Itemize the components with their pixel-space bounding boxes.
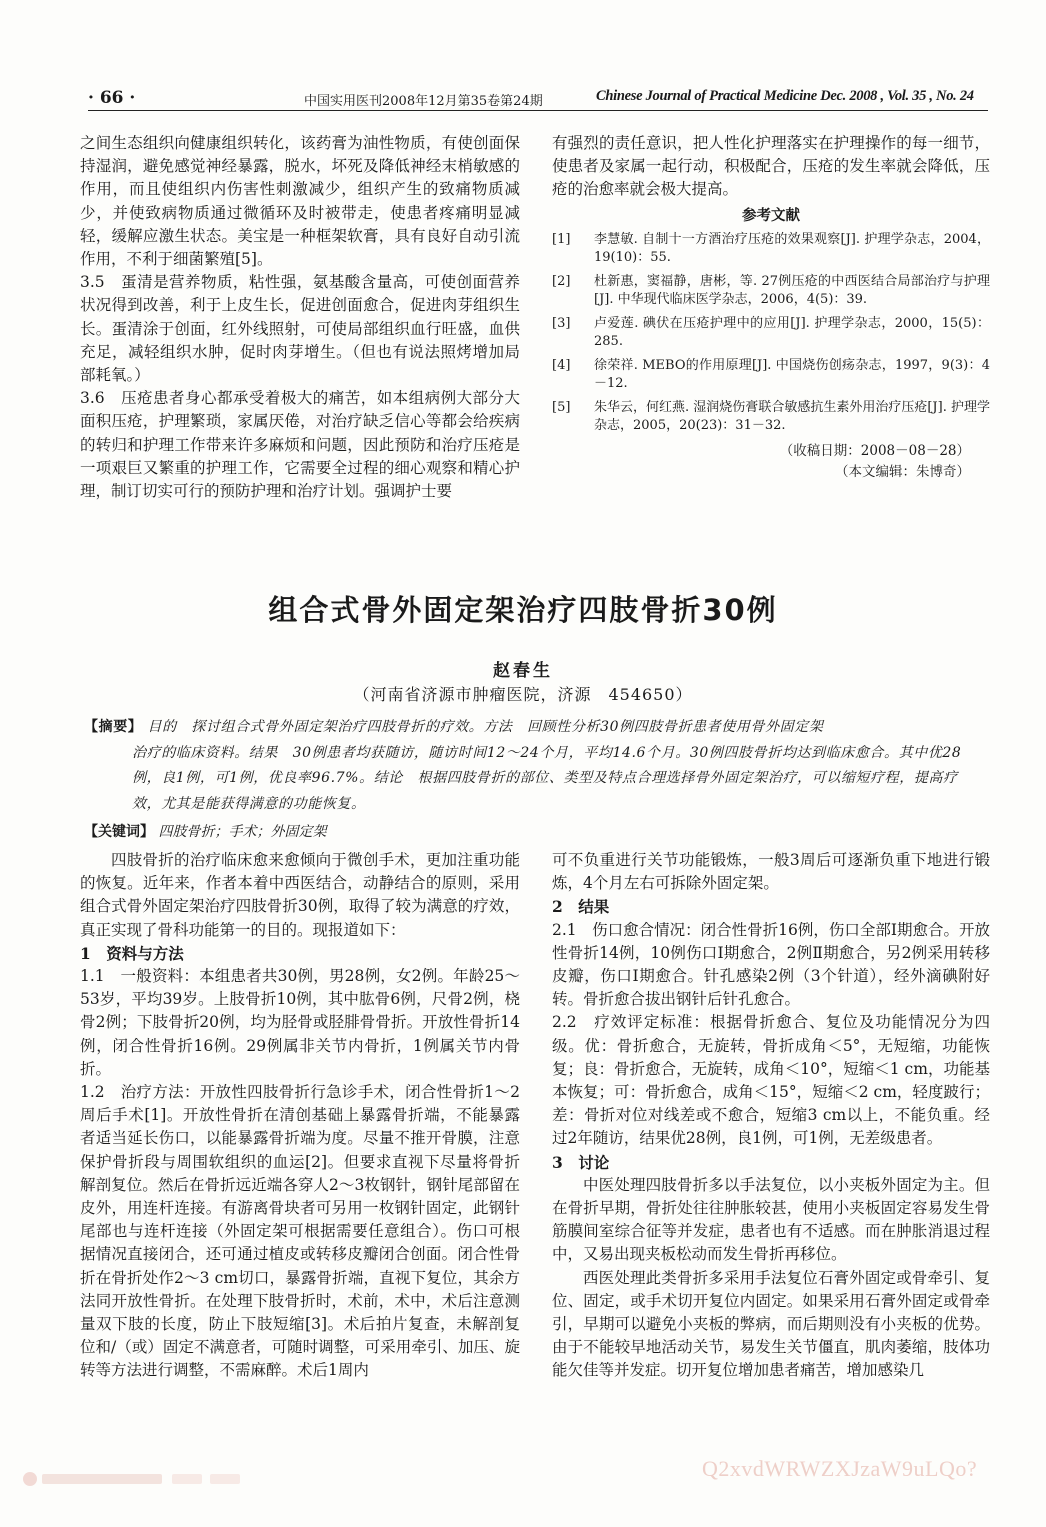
reference-number: [3] (552, 315, 571, 331)
abstract-continuation: 治疗的临床资料。结果 30例患者均获随访，随访时间12～24个月，平均14.6个月。30例四肢骨折均达到临床愈合。其中优28例，良1例，可1例，优良率96.7%。结论 根据四肢骨折的部位、类型及特点合理选择骨外固定架治疗，可以缩短疗程，提高疗效，尤其是能获得满意的功能恢复。 (132, 744, 962, 812)
article-author: 赵春生 (493, 661, 553, 681)
reference-item (552, 399, 990, 436)
reference-number: [5] (552, 399, 571, 415)
reference-text: 杜新惠，窦福静，唐彬，等. 27例压疮的中西医结合局部治疗与护理[J]. 中华现代临床医学杂志，2006，4(5)：39. (594, 273, 990, 308)
section-heading: 3 讨论 (552, 1152, 610, 1172)
reference-text: 卢爱莲. 碘伏在压疮护理中的应用[J]. 护理学杂志，2000，15(5)：285. (594, 315, 990, 350)
keywords (84, 820, 984, 845)
references-heading: 参考文献 (742, 206, 800, 224)
paragraph: 2.1 伤口愈合情况：闭合性骨折16例，伤口全部Ⅰ期愈合。开放性骨折14例，10例伤口Ⅰ期愈合，2例Ⅱ期愈合，另2例采用转移皮瓣，伤口Ⅰ期愈合。针孔感染2例（3个针道），经外滴碘附好转。骨折愈合拔出钢针后针孔愈合。 (552, 920, 990, 1009)
page-number: · 66 · (88, 88, 136, 108)
keywords-label: 【关键词】 (84, 824, 154, 840)
reference-item (552, 273, 990, 310)
journal-name-cn: 中国实用医刊2008年12月第35卷第24期 (304, 94, 543, 109)
publisher-logo (22, 1470, 262, 1488)
article-left-column (80, 849, 520, 1383)
article-right-column (552, 849, 990, 1383)
reference-number: [2] (552, 273, 571, 289)
prev-article-left-column (80, 132, 520, 503)
paragraph: 3.5 蛋清是营养物质，粘性强，氨基酸含量高，可使创面营养状况得到改善，利于上皮生长，促进创面愈合，促进肉芽组织生长。蛋清涂于创面，红外线照射，可使局部组织血行旺盛，血供充足，减轻组织水肿，促时肉芽增生。（但也有说法照烤增加局部耗氧。） (80, 273, 520, 385)
abstract-text: 目的 探讨组合式骨外固定架治疗四肢骨折的疗效。方法 回顾性分析30例四肢骨折患者使用骨外固定架 (147, 719, 824, 735)
paragraph: 之间生态组织向健康组织转化，该药膏为油性物质，有使创面保持湿润，避免感觉神经暴露，脱水，坏死及降低神经末梢敏感的作用，而且使组织内伤害性刺激减少，组织产生的致痛物质减少，并使致病物质通过微循环及时被带走，使患者疼痛明显减轻，缓解应激生状态。美宝是一种框架软膏，具有良好自动引流作用，不利于细菌繁殖[5]。 (80, 134, 520, 269)
paragraph: 西医处理此类骨折多采用手法复位石膏外固定或骨牵引、复位、固定，或手术切开复位内固定。如果采用石膏外固定或骨牵引，早期可以避免小夹板的弊病，而后期则没有小夹板的优势。由于不能较早地活动关节，易发生关节僵直，肌肉萎缩，肢体功能欠佳等并发症。切开复位增加患者痛苦，增加感染几 (552, 1268, 990, 1380)
paragraph: 中医处理四肢骨折多以手法复位，以小夹板外固定为主。但在骨折早期，骨折处往往肿胀较甚，使用小夹板固定容易发生骨筋膜间室综合征等并发症，患者也有不适感。而在肿胀消退过程中，又易出现夹板松动而发生骨折再移位。 (552, 1175, 990, 1264)
intro-paragraph: 四肢骨折的治疗临床愈来愈倾向于微创手术，更加注重功能的恢复。近年来，作者本着中西医结合，动静结合的原则，采用组合式骨外固定架治疗四肢骨折30例，取得了较为满意的疗效，真正实现了骨科功能第一的目的。现报道如下： (80, 851, 520, 939)
abstract (84, 715, 984, 817)
abstract-first-line (84, 715, 984, 741)
reference-text: 李慧敏. 自制十一方酒治疗压疮的效果观察[J]. 护理学杂志，2004，19(10)：55. (594, 231, 990, 266)
reference-item (552, 357, 990, 394)
paragraph: 1.2 治疗方法：开放性四肢骨折行急诊手术，闭合性骨折1～2周后手术[1]。开放性骨折在清创基础上暴露骨折端，不能暴露者适当延长伤口，以能暴露骨折端为度。尽量不推开骨膜，注意保护骨折段与周围软组织的血运[2]。但要求直视下尽量将骨折解剖复位。然后在骨折远近端各穿人2～3枚钢针，钢针尾部留在皮外，用连杆连接。有游离骨块者可另用一枚钢针固定，此钢针尾部也与连杆连接（外固定架可根据需要任意组合）。伤口可根据情况直接闭合，还可通过植皮或转移皮瓣闭合创面。闭合性骨折在骨折处作2～3 cm切口，暴露骨折端，直视下复位，其余方法同开放性骨折。在处理下肢骨折时，术前，术中，术后注意测量双下肢的长度，防止下肢短缩[3]。术后拍片复查，未解剖复位和/（或）固定不满意者，可随时调整，可采用牵引、加压、旋转等方法进行调整，不需麻醉。术后1周内 (80, 1083, 520, 1380)
footer-watermark: Q2xvdWRWZXJzaW9uLQo? (702, 1456, 978, 1481)
section-heading: 1 资料与方法 (80, 943, 184, 963)
editor-note: （本文编辑：朱博奇） (835, 463, 970, 480)
article-title: 组合式骨外固定架治疗四肢骨折30例 (268, 593, 778, 627)
running-header (88, 82, 988, 112)
author-affiliation: （河南省济源市肿瘤医院，济源 454650） (353, 685, 693, 704)
reference-text: 徐荣祥. MEBO的作用原理[J]. 中国烧伤创疡杂志，1997，9(3)：4－12. (594, 357, 990, 392)
paragraph: 有强烈的责任意识，把人性化护理落实在护理操作的每一细节，使患者及家属一起行动，积极配合，压疮的发生率就会降低，压疮的治愈率就会极大提高。 (552, 134, 990, 199)
paragraph: 2.2 疗效评定标准：根据骨折愈合、复位及功能情况分为四级。优：骨折愈合，无旋转，骨折成角＜5°，无短缩，功能恢复；良：骨折愈合，无旋转，成角＜10°，短缩＜1 cm，功能基本恢复；可：骨折愈合，成角＜15°，短缩＜2 cm，轻度跛行；差：骨折对位对线差或不愈合，短缩3 cm以上，不能负重。经过2年随访，结果优28例，良1例，可1例，无差级患者。 (552, 1013, 990, 1148)
reference-number: [1] (552, 231, 571, 247)
paragraph: 可不负重进行关节功能锻炼，一般3周后可逐渐负重下地进行锻炼，4个月左右可拆除外固定架。 (552, 851, 990, 893)
paragraph: 1.1 一般资料：本组患者共30例，男28例，女2例。年龄25～53岁，平均39岁。上肢骨折10例，其中肱骨6例，尺骨2例，桡骨2例；下肢骨折20例，均为胫骨或胫腓骨骨折。开放性骨折14例，闭合性骨折16例。29例属非关节内骨折，1例属关节内骨折。 (80, 967, 520, 1078)
keywords-text: 四肢骨折；手术；外固定架 (158, 824, 327, 840)
reference-item (552, 231, 990, 268)
paragraph: 3.6 压疮患者身心都承受着极大的痛苦，如本组病例大部分大面积压疮，护理繁琐，家属厌倦，对治疗缺乏信心等都会给疾病的转归和护理工作带来许多麻烦和问题，因此预防和治疗压疮是一项艰巨又繁重的护理工作，它需要全过程的细心观察和精心护理，制订切实可行的预防护理和治疗计划。强调护士要 (80, 389, 520, 501)
received-date: （收稿日期：2008－08－28） (779, 442, 970, 459)
reference-number: [4] (552, 357, 571, 373)
prev-article-right-column (552, 132, 990, 483)
reference-item (552, 315, 990, 352)
reference-text: 朱华云，何红燕. 湿润烧伤膏联合敏感抗生素外用治疗压疮[J]. 护理学杂志，2005，20(23)：31－32. (594, 399, 990, 434)
journal-name-en: Chinese Journal of Practical Medicine Dec. 2008 , Vol. 35 , No. 24 (596, 88, 974, 104)
section-heading: 2 结果 (552, 897, 610, 917)
header-rule (88, 110, 988, 111)
abstract-label: 【摘要】 (84, 719, 143, 735)
